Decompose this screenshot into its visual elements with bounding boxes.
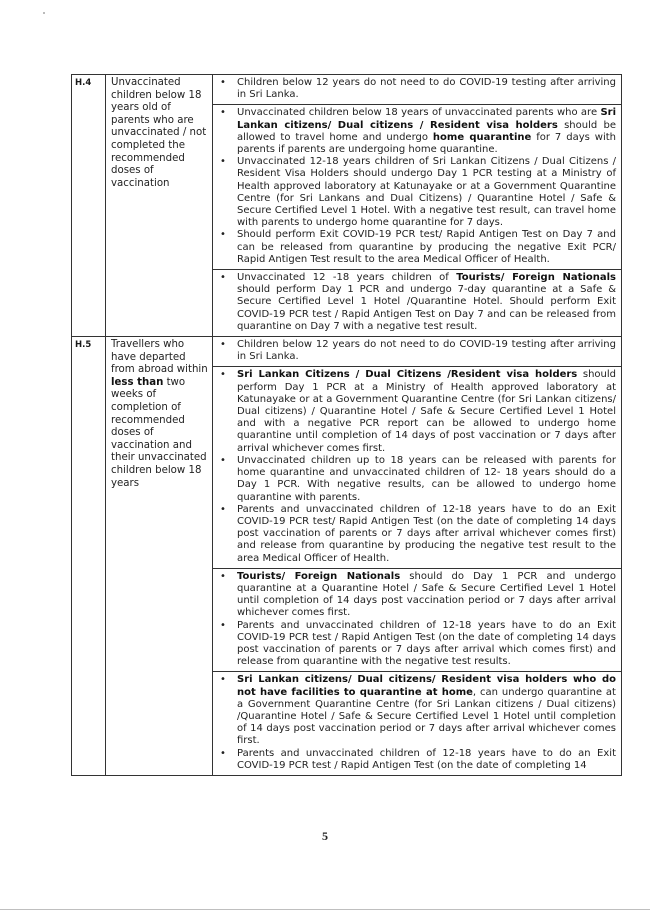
bullet-item: • Unvaccinated children below 18 years of unvaccinated parents who are Sri Lankan citizens/ Dual citizens / Resident visa holders should be allowed to travel home and undergo home quarantine for 7 days with parents if parents are undergoing home quarantine.	[217, 107, 616, 156]
row-rules	[213, 337, 622, 776]
scan-speck	[43, 12, 45, 14]
page-number: 5	[322, 829, 328, 843]
rule-section	[213, 367, 621, 568]
rule-section	[213, 105, 621, 270]
footer-divider	[0, 909, 650, 910]
table-row-h4	[72, 75, 622, 337]
bullet-item: • Parents and unvaccinated children of 12-18 years have to do an Exit COVID-19 PCR test/ Rapid Antigen Test (on the date of completing 14 days post vaccination of parents or 7 days after arrival whichever comes first) and release from quarantine by producing the negative test result to the area Medical Officer of Health.	[217, 504, 616, 565]
rule-section	[213, 337, 621, 367]
bullet-item: • Children below 12 years do not need to do COVID-19 testing after arriving in Sri Lanka.	[217, 339, 616, 363]
quarantine-guidelines-table	[71, 74, 622, 776]
bullet-item: • Unvaccinated 12-18 years children of Sri Lankan Citizens / Dual Citizens / Resident Visa Holders should undergo Day 1 PCR testing at a Ministry of Health approved laboratory at Katunayake or at a Government Quarantine Centre (for Sri Lankans and Dual Citizens) / Quarantine Hotel / Safe & Secure Certified Level 1 Hotel. With a negative test result, can travel home with parents to undergo home quarantine for 7 days.	[217, 156, 616, 229]
bullet-item: • Children below 12 years do not need to do COVID-19 testing after arriving in Sri Lanka.	[217, 77, 616, 101]
table-row-h5	[72, 337, 622, 776]
bullet-item: • Unvaccinated 12 -18 years children of Tourists/ Foreign Nationals should perform Day 1 PCR and undergo 7-day quarantine at a Safe & Secure Certified Level 1 Hotel /Quarantine Hotel. Should perform Exit COVID-19 PCR test / Rapid Antigen Test on Day 7 and can be released from quarantine on Day 7 with a negative test result.	[217, 272, 616, 333]
rule-section	[213, 75, 621, 105]
rule-section	[213, 270, 621, 336]
row-rules	[213, 75, 622, 337]
row-description: Travellers who have departed from abroad within less than two weeks of completion of recommended doses of vaccination and their unvaccinated children below 18 years	[106, 337, 213, 776]
bullet-item: • Sri Lankan citizens/ Dual citizens/ Resident visa holders who do not have facilities to quarantine at home, can undergo quarantine at a Government Quarantine Centre (for Sri Lankan citizens / Dual citizens) /Quarantine Hotel / Safe & Secure Certified Level 1 Hotel until completion of 14 days post vaccination period or 7 days after arrival whichever comes first.	[217, 674, 616, 747]
rule-section	[213, 569, 621, 673]
bullet-item: • Sri Lankan Citizens / Dual Citizens /Resident visa holders should perform Day 1 PCR at a Ministry of Health approved laboratory at Katunayake or at a Government Quarantine Centre (for Sri Lankan citizens/ Dual citizens) / Quarantine Hotel / Safe & Secure Certified Level 1 Hotel and with a negative PCR report can be allowed to undergo home quarantine until completion of 14 days of post vaccination or 7 days after arrival whichever comes first.	[217, 369, 616, 454]
row-code: H.5	[72, 337, 106, 776]
bullet-item: • Should perform Exit COVID-19 PCR test/ Rapid Antigen Test on Day 7 and can be released from quarantine by producing the negative Exit PCR/ Rapid Antigen Test result to the area Medical Officer of Health.	[217, 229, 616, 266]
bullet-item: • Tourists/ Foreign Nationals should do Day 1 PCR and undergo quarantine at a Quarantine Hotel / Safe & Secure Certified Level 1 Hotel until completion of 14 days post vaccination period or 7 days after arrival whichever comes first.	[217, 571, 616, 620]
rule-section	[213, 672, 621, 775]
bullet-item: • Parents and unvaccinated children of 12-18 years have to do an Exit COVID-19 PCR test / Rapid Antigen Test (on the date of completing 14 days post vaccination of parents or 7 days after arrival which comes first) and release from quarantine with the negative test results.	[217, 620, 616, 669]
row-description: Unvaccinated children below 18 years old of parents who are unvaccinated / not completed the recommended doses of vaccination	[106, 75, 213, 337]
row-code: H.4	[72, 75, 106, 337]
bullet-item: • Unvaccinated children up to 18 years can be released with parents for home quarantine and unvaccinated children of 12- 18 years should do a Day 1 PCR. With negative results, can be allowed to undergo home quarantine with parents.	[217, 455, 616, 504]
bullet-item: • Parents and unvaccinated children of 12-18 years have to do an Exit COVID-19 PCR test / Rapid Antigen Test (on the date of completing 14	[217, 748, 616, 772]
